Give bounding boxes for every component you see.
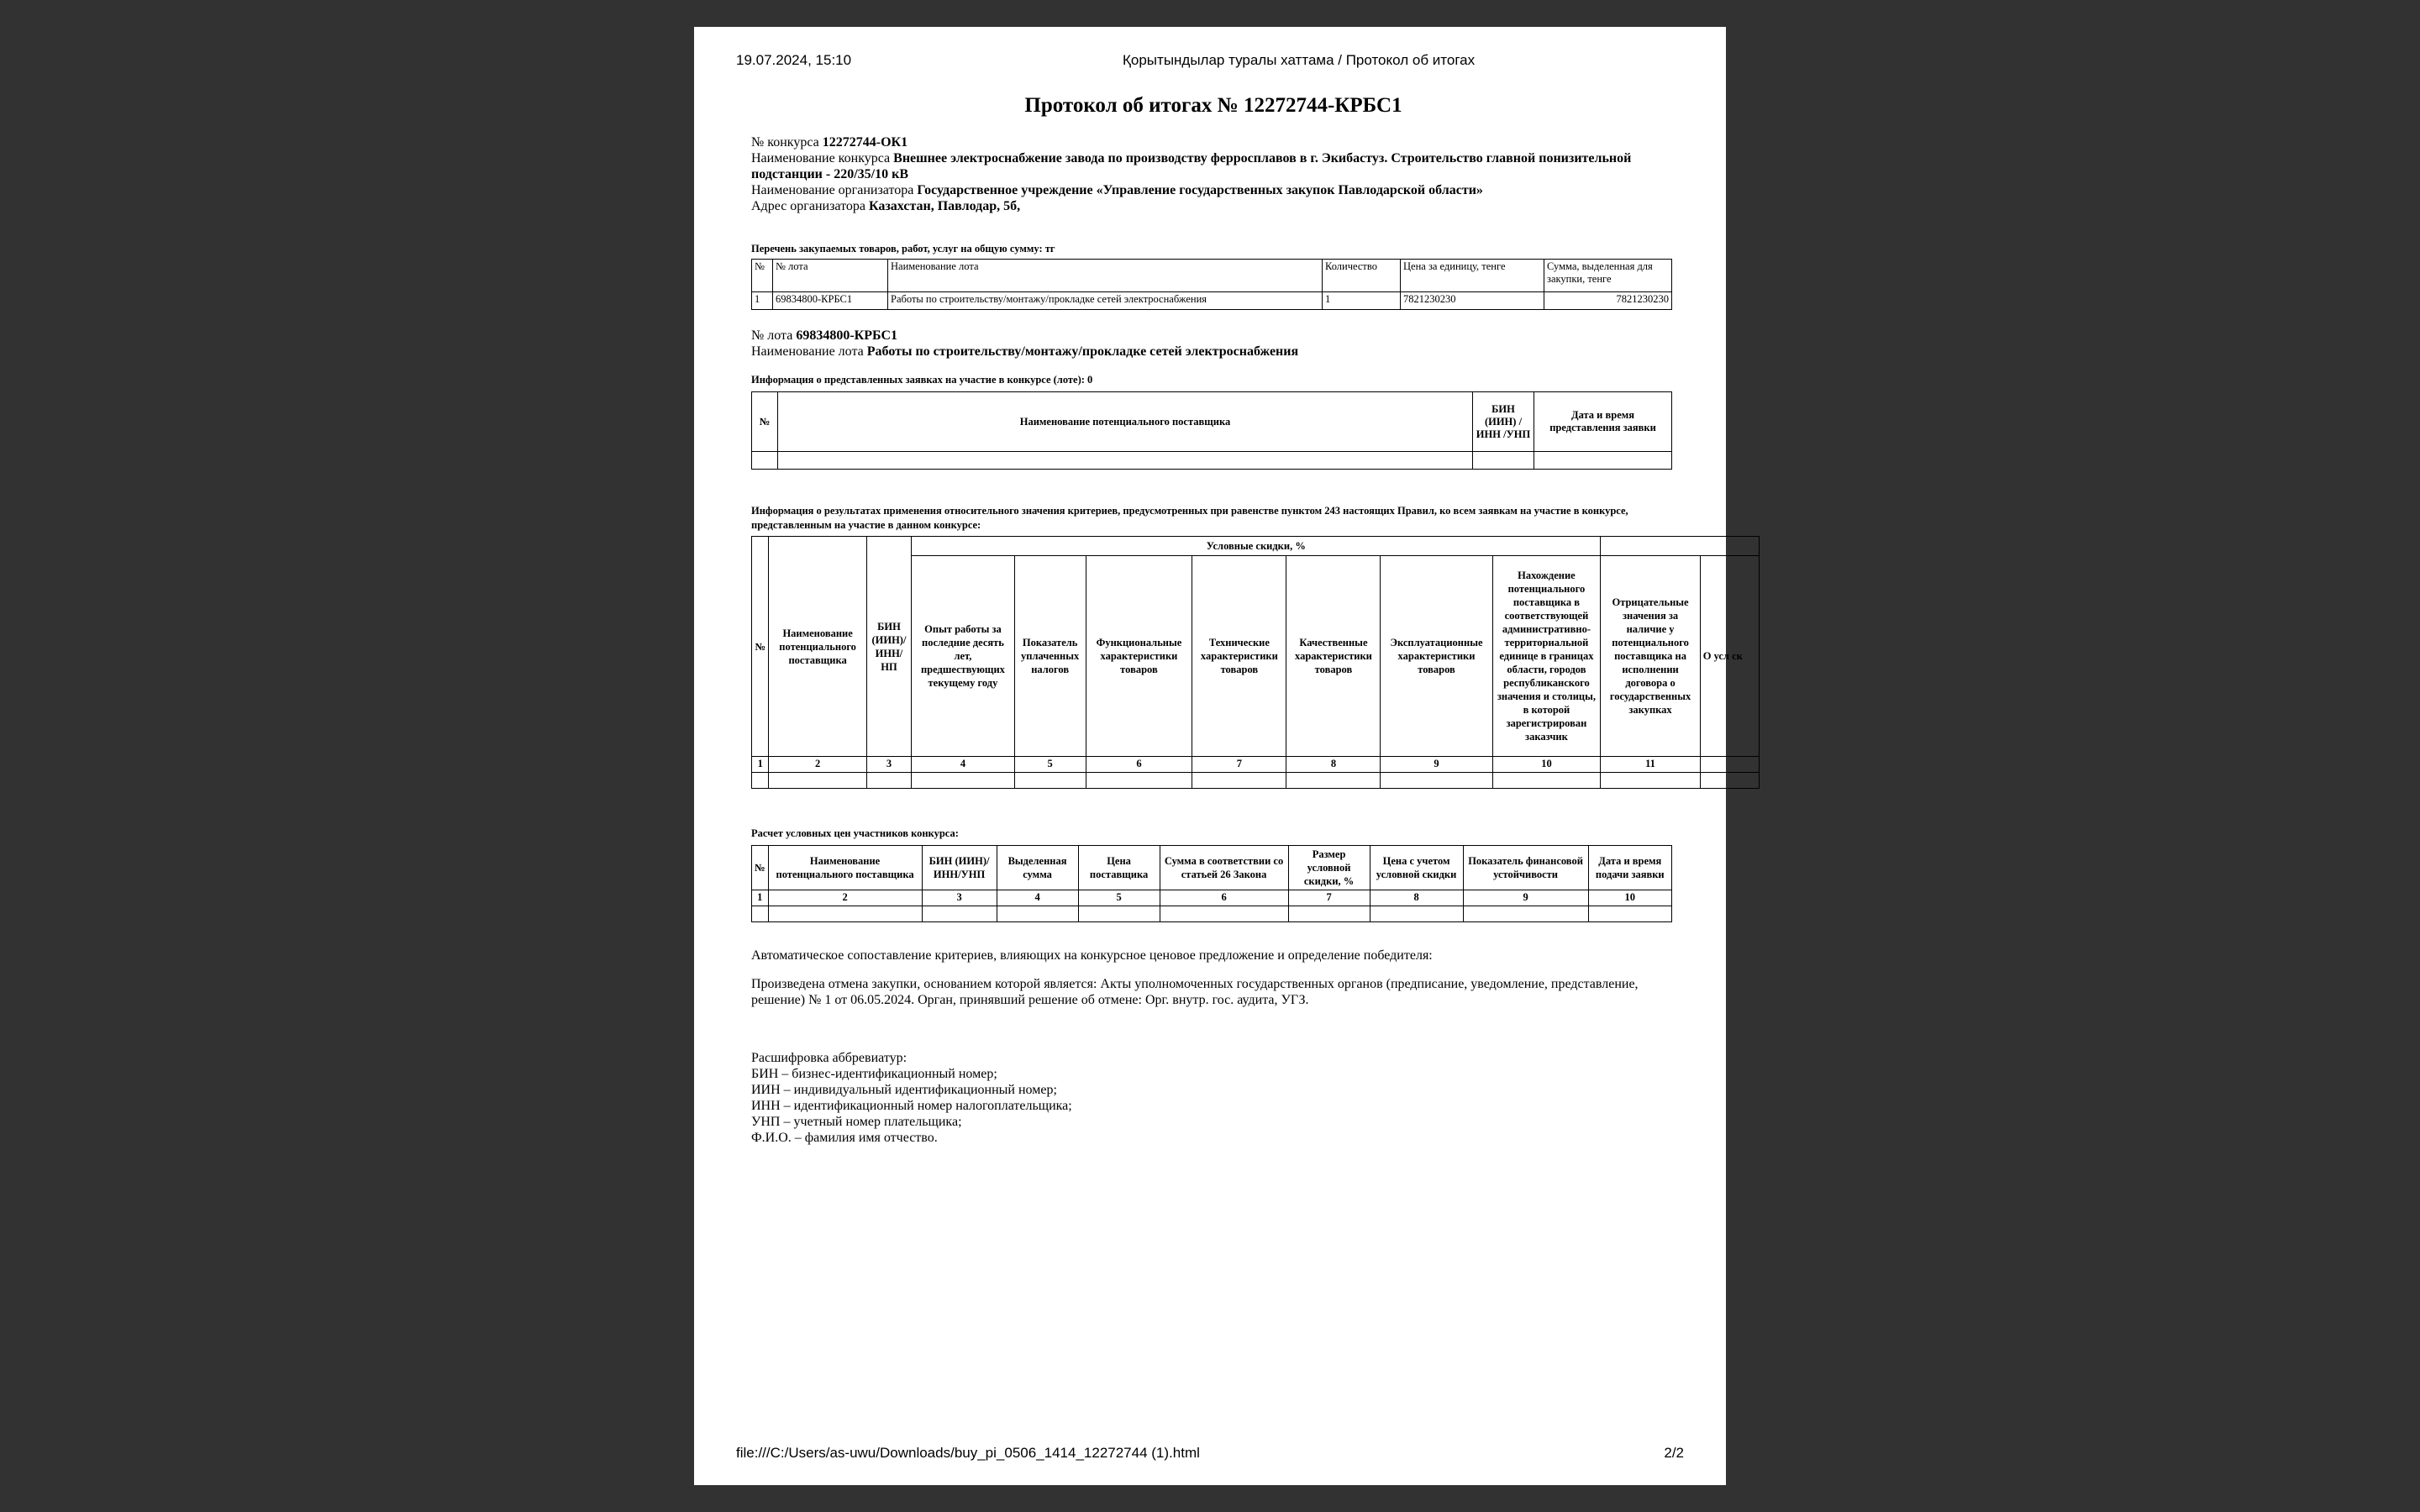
table-cell	[912, 773, 1015, 789]
table-header-cell: Технические характеристики товаров	[1192, 556, 1286, 757]
table-cell	[1192, 773, 1286, 789]
table-cell: 6	[1160, 890, 1288, 906]
table-cell: 6	[1086, 757, 1192, 773]
table-cell	[769, 773, 866, 789]
table-cell	[1078, 906, 1160, 922]
contest-info	[751, 134, 1676, 214]
table-cell: 1	[752, 757, 769, 773]
table-header-cell: №	[752, 392, 778, 452]
table-cell: 7821230230	[1401, 292, 1544, 310]
cancel-text: Произведена отмена закупки, основанием которой является: Акты уполномоченных государственных органов (предписание, уведомление, представление, решение) № 1 от 06.05.2024. Орган, принявший решение об отмене: Орг. внутр. гос. аудита, УГЗ.	[751, 977, 1639, 1007]
table-header-cell: Цена с учетом условной скидки	[1370, 846, 1463, 890]
table-cell: 3	[866, 757, 911, 773]
table-cell	[1473, 452, 1534, 470]
table-cell: 8	[1370, 890, 1463, 906]
criteria-caption: Информация о результатах применения относительного значения критериев, предусмотренных при равенстве пунктом 243 настоящих Правил, ко всем заявкам на участие в конкурсе, представленным на участие в данном конкурсе:	[751, 505, 1628, 531]
table-header-cell: Дата и время представления заявки	[1534, 392, 1672, 452]
table-header-cell: О усл ск	[1700, 556, 1759, 757]
lot-no-line	[751, 328, 1298, 344]
auto-compare-text: Автоматическое сопоставление критериев, влияющих на конкурсное ценовое предложение и определение победителя:	[751, 948, 1433, 963]
address-line	[751, 198, 1676, 214]
table-cell: 69834800-КРБС1	[773, 292, 888, 310]
table-row	[752, 452, 1672, 470]
table-cell: 11	[1601, 757, 1700, 773]
table-header-cell: Сумма в соответствии со статьей 26 Закона	[1160, 846, 1288, 890]
table-header-cell: Выделенная сумма	[997, 846, 1078, 890]
table-header-cell: БИН (ИИН)/ ИНН/ НП	[866, 537, 911, 757]
goods-table	[751, 259, 1672, 310]
table-header-row	[752, 260, 1672, 292]
organizer-line	[751, 182, 1676, 198]
table-cell: 1	[752, 890, 769, 906]
table-header-cell: Эксплуатационные характеристики товаров	[1381, 556, 1492, 757]
table-cell	[1014, 773, 1086, 789]
table-header-cell: Наименование потенциального поставщика	[768, 846, 922, 890]
lot-name-line	[751, 344, 1298, 360]
table-cell: 1	[1323, 292, 1401, 310]
table-cell: 2	[768, 890, 922, 906]
table-header-cell: Наименование потенциального поставщика	[778, 392, 1473, 452]
table-header-cell: Нахождение потенциального поставщика в соответствующей административно-территориальной единице в границах области, городов республиканского значения и столицы, в которой зарегистрирован заказчик	[1492, 556, 1601, 757]
table-header-cell: Цена за единицу, тенге	[1401, 260, 1544, 292]
table-cell	[922, 906, 997, 922]
table-cell	[1086, 773, 1192, 789]
table-header-cell: №	[752, 260, 773, 292]
table-header-cell	[1601, 537, 1760, 556]
table-header-cell: Показатель финансовой устойчивости	[1463, 846, 1588, 890]
table-header-cell: Цена поставщика	[1078, 846, 1160, 890]
page-title: Протокол об итогах № 12272744-КРБС1	[1024, 94, 1402, 117]
table-cell: 1	[752, 292, 773, 310]
table-cell	[752, 906, 769, 922]
contest-name-label: Наименование конкурса	[751, 151, 891, 165]
table-header-cell: Наименование лота	[888, 260, 1323, 292]
prices-table	[751, 845, 1672, 922]
table-header-cell: Опыт работы за последние десять лет, предшествующих текущему году	[912, 556, 1015, 757]
table-cell	[866, 773, 911, 789]
lot-name: Работы по строительству/монтажу/прокладке сетей электроснабжения	[866, 344, 1299, 359]
table-cell: 3	[922, 890, 997, 906]
table-cell: 10	[1492, 757, 1601, 773]
table-cell: 5	[1014, 757, 1086, 773]
table-row	[752, 292, 1672, 310]
table-cell	[752, 452, 778, 470]
goods-caption: Перечень закупаемых товаров, работ, услуг на общую сумму: тг	[751, 243, 1055, 255]
table-cell	[768, 906, 922, 922]
applications-caption: Информация о представленных заявках на участие в конкурсе (лоте): 0	[751, 374, 1093, 386]
abbreviations	[751, 1050, 1676, 1146]
table-cell: 10	[1588, 890, 1671, 906]
discounts-group-header: Условные скидки, %	[912, 537, 1601, 556]
prices-caption: Расчет условных цен участников конкурса:	[751, 827, 959, 839]
table-cell	[997, 906, 1078, 922]
table-cell	[1492, 773, 1601, 789]
table-header-row	[752, 846, 1672, 890]
abbreviation-item: Ф.И.О. – фамилия имя отчество.	[751, 1131, 938, 1145]
organizer-name: Государственное учреждение «Управление государственных закупок Павлодарской области»	[917, 183, 1483, 197]
abbreviation-item: ИИН – индивидуальный идентификационный номер;	[751, 1083, 1057, 1097]
print-doc-title: Қорытындылар туралы хаттама / Протокол об итогах	[1123, 52, 1476, 68]
print-file-path: file:///C:/Users/as-uwu/Downloads/buy_pi_0506_1414_12272744 (1).html	[736, 1445, 1200, 1461]
table-cell	[1286, 773, 1381, 789]
table-cell	[1588, 906, 1671, 922]
table-cell: 8	[1286, 757, 1381, 773]
table-cell: 7	[1192, 757, 1286, 773]
table-header-cell: Размер условной скидки, %	[1288, 846, 1370, 890]
table-header-cell: Сумма, выделенная для закупки, тенге	[1544, 260, 1672, 292]
table-row	[752, 773, 1760, 789]
print-datetime: 19.07.2024, 15:10	[736, 52, 852, 68]
table-header-cell: № лота	[773, 260, 888, 292]
document-page	[694, 27, 1743, 1485]
table-cell: 9	[1463, 890, 1588, 906]
table-cell: 5	[1078, 890, 1160, 906]
table-header-cell: Качественные характеристики товаров	[1286, 556, 1381, 757]
lot-name-label: Наименование лота	[751, 344, 864, 359]
table-header-cell: №	[752, 537, 769, 757]
table-row	[752, 890, 1672, 906]
table-row	[752, 906, 1672, 922]
table-cell: 9	[1381, 757, 1492, 773]
table-header-row	[752, 537, 1760, 556]
table-header-row	[752, 392, 1672, 452]
table-cell	[778, 452, 1473, 470]
table-header-cell: Наименование потенциального поставщика	[769, 537, 866, 757]
table-cell	[1700, 757, 1759, 773]
organizer-address: Казахстан, Павлодар, 5б,	[868, 199, 1021, 213]
table-cell: 7	[1288, 890, 1370, 906]
contest-no-label: № конкурса	[751, 135, 819, 150]
table-cell	[1160, 906, 1288, 922]
table-header-cell: №	[752, 846, 769, 890]
table-cell	[1288, 906, 1370, 922]
table-row	[752, 757, 1760, 773]
table-cell	[1463, 906, 1588, 922]
table-header-cell: Функциональные характеристики товаров	[1086, 556, 1192, 757]
abbreviation-item: БИН – бизнес-идентификационный номер;	[751, 1067, 997, 1081]
criteria-table-viewport	[751, 536, 1743, 838]
table-header-cell: БИН (ИИН)/ ИНН/УНП	[922, 846, 997, 890]
organizer-label: Наименование организатора	[751, 183, 914, 197]
table-cell	[1534, 452, 1672, 470]
lot-no: 69834800-КРБС1	[796, 328, 898, 343]
contest-name-line	[751, 150, 1676, 182]
table-header-cell: БИН (ИИН) /ИНН /УНП	[1473, 392, 1534, 452]
table-cell: 7821230230	[1544, 292, 1672, 310]
table-header-cell: Количество	[1323, 260, 1401, 292]
contest-name: Внешнее электроснабжение завода по производству ферросплавов в г. Экибастуз. Строительство главной понизительной подстанции - 220/35/10 кВ	[751, 151, 1632, 181]
abbreviation-item: ИНН – идентификационный номер налогоплательщика;	[751, 1099, 1072, 1113]
table-cell: 2	[769, 757, 866, 773]
table-cell	[1601, 773, 1700, 789]
table-cell	[1381, 773, 1492, 789]
criteria-table	[751, 536, 1760, 789]
table-cell: 4	[912, 757, 1015, 773]
table-header-cell: Дата и время подачи заявки	[1588, 846, 1671, 890]
table-cell	[1700, 773, 1759, 789]
abbreviation-item: УНП – учетный номер плательщика;	[751, 1115, 962, 1129]
table-cell: Работы по строительству/монтажу/прокладке сетей электроснабжения	[888, 292, 1323, 310]
abbreviations-title: Расшифровка аббревиатур:	[751, 1051, 908, 1065]
applications-table	[751, 391, 1672, 470]
table-cell	[752, 773, 769, 789]
table-header-cell: Показатель уплаченных налогов	[1014, 556, 1086, 757]
lot-no-label: № лота	[751, 328, 793, 343]
table-cell: 4	[997, 890, 1078, 906]
table-header-cell: Отрицательные значения за наличие у потенциального поставщика на исполнении договора о государственных закупках	[1601, 556, 1700, 757]
address-label: Адрес организатора	[751, 199, 865, 213]
contest-no-line	[751, 134, 1676, 150]
table-cell	[1370, 906, 1463, 922]
print-page-number: 2/2	[1664, 1445, 1684, 1461]
lot-info	[751, 328, 1298, 360]
contest-no: 12272744-ОК1	[822, 135, 908, 150]
